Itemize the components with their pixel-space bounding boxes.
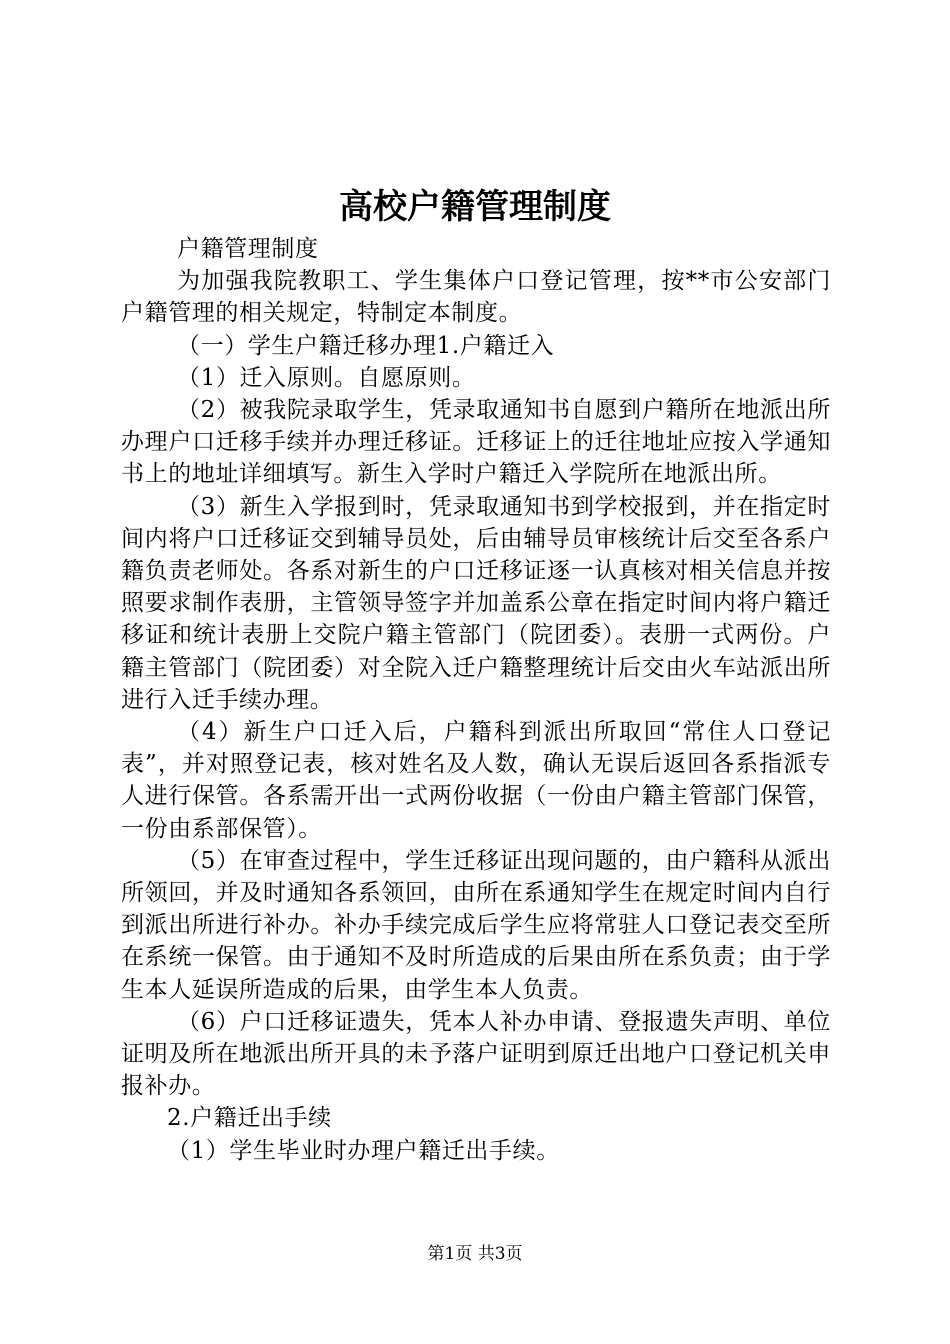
paragraph-item-4: （4）新生户口迁入后，户籍科到派出所取回“常住人口登记表”，并对照登记表，核对姓名及人数，确认无误后返回各系指派专人进行保管。各系需开出一式两份收据（一份由户籍主管部门保管，一份由系部保管）。 xyxy=(121,719,831,842)
paragraph-item-5: （5）在审查过程中，学生迁移证出现问题的，由户籍科从派出所领回，并及时通知各系领回，由所在系通知学生在规定时间内自行到派出所进行补办。补办手续完成后学生应将常驻人口登记表交至所在系统一保管。由于通知不及时所造成的后果由所在系负责；由于学生本人延误所造成的后果，由学生本人负责。 xyxy=(121,847,831,1003)
paragraph-item-7: （1）学生毕业时办理户籍迁出手续。 xyxy=(167,1137,560,1164)
paragraph-intro: 为加强我院教职工、学生集体户口登记管理，按**市公安部门户籍管理的相关规定，特制定本制度。 xyxy=(121,268,831,327)
paragraph-section-2: 2.户籍迁出手续 xyxy=(167,1105,332,1132)
page-footer: 第1页 共3页 xyxy=(427,1244,523,1264)
paragraph-item-1: （1）迁入原则。自愿原则。 xyxy=(177,364,476,391)
paragraph-item-2: （2）被我院录取学生，凭录取通知书自愿到户籍所在地派出所办理户口迁移手续并办理迁移证。迁移证上的迁往地址应按入学通知书上的地址详细填写。新生入学时户籍迁入学院所在地派出所。 xyxy=(121,397,831,488)
paragraph-item-3: （3）新生入学报到时，凭录取通知书到学校报到，并在指定时间内将户口迁移证交到辅导员处，后由辅导员审核统计后交至各系户籍负责老师处。各系对新生的户口迁移证逐一认真核对相关信息并按照要求制作表册，主管领导签字并加盖系公章在指定时间内将户籍迁移证和统计表册上交院户籍主管部门（院团委）。表册一式两份。户籍主管部门（院团委）对全院入迁户籍整理统计后交由火车站派出所进行入迁手续办理。 xyxy=(121,493,831,713)
document-body xyxy=(121,233,831,1167)
document-title: 高校户籍管理制度 xyxy=(339,187,611,227)
paragraph-subtitle: 户籍管理制度 xyxy=(177,236,319,262)
paragraph-item-6: （6）户口迁移证遗失，凭本人补办申请、登报遗失声明、单位证明及所在地派出所开具的未予落户证明到原迁出地户口登记机关申报补办。 xyxy=(121,1008,831,1100)
paragraph-section-1: （一）学生户籍迁移办理1.户籍迁入 xyxy=(177,332,555,359)
